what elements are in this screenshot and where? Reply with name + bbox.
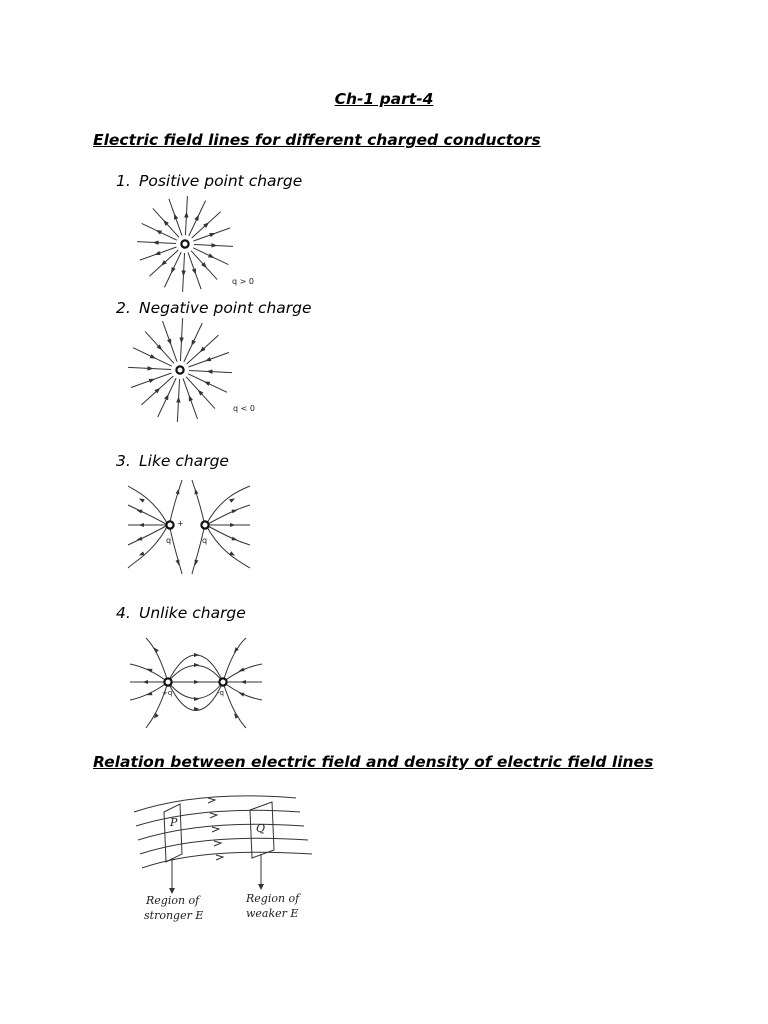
field-line-arrow [192, 268, 196, 274]
list-item-negative [116, 299, 312, 317]
field-line-arrow [179, 337, 183, 343]
like-charge-right-label: q [202, 536, 208, 545]
unlike-charge-left-label: +q [162, 689, 173, 697]
caption-weaker-line2: weaker E [246, 907, 299, 920]
field-line-arrow [232, 510, 238, 514]
field-line-arrow [194, 680, 200, 684]
field-line-arrow [189, 395, 193, 401]
list-label: Negative point charge [139, 299, 312, 317]
list-number: 2. [116, 299, 131, 317]
field-line-arrow [229, 498, 235, 502]
list-number: 1. [116, 172, 131, 190]
field-line-arrow [211, 243, 217, 247]
list-item-unlike [116, 604, 246, 622]
field-line-arrow [239, 693, 245, 697]
like-charge-plus: + [177, 519, 184, 528]
unlike-charge-figure [126, 636, 266, 730]
field-line-arrow [176, 560, 180, 566]
field-line-arrow [194, 653, 200, 657]
list-item-like [116, 452, 229, 470]
field-line-arrow [164, 394, 169, 400]
field-line-arrow [149, 379, 155, 383]
like-charge-left-dot [166, 521, 173, 528]
unlike-charge-positive-dot [164, 678, 171, 685]
field-line-arrow [171, 267, 176, 273]
section-heading-density: Relation between electric field and density of electric field lines [93, 753, 654, 771]
list-item-positive [116, 172, 302, 190]
positive-charge-figure [130, 196, 260, 292]
surface-q-label: Q [256, 822, 266, 835]
field-line-arrow [150, 354, 156, 359]
field-line-arrow [206, 369, 212, 373]
field-line-arrow [176, 489, 180, 495]
field-line-arrow [143, 680, 149, 684]
like-charge-left-label: q [166, 536, 172, 545]
field-line-arrow [194, 215, 199, 221]
surface-p-box [164, 804, 182, 862]
page-title: Ch-1 part-4 [334, 90, 434, 108]
unlike-charge-right-label: -q [217, 689, 224, 697]
field-line-arrow [184, 212, 188, 218]
like-charge-right-dot [201, 521, 208, 528]
field-line-arrow [139, 551, 145, 555]
field-line-arrow [139, 498, 145, 502]
field-line-arrow [156, 230, 162, 235]
caption-stronger-line2: stronger E [144, 909, 204, 922]
field-line-arrows [137, 489, 238, 566]
section-heading-field-lines: Electric field lines for different charged conductors [93, 131, 541, 149]
field-line-arrow [205, 357, 211, 361]
list-label: Like charge [139, 452, 229, 470]
positive-charge-dot [181, 240, 188, 247]
field-line-arrow [209, 233, 215, 237]
field-line-arrow [204, 381, 210, 386]
field-line-arrow [153, 240, 159, 244]
field-line-arrow [137, 537, 143, 541]
field-line-arrow [176, 396, 180, 402]
field-line-arrow [181, 270, 185, 276]
field-line-arrowheads [208, 798, 223, 860]
positive-charge-label: q > 0 [232, 277, 254, 286]
field-line-arrow [147, 366, 153, 370]
field-line-arrow [194, 663, 200, 667]
unlike-charge-negative-dot [219, 678, 226, 685]
field-line-arrow [174, 213, 178, 219]
field-line-arrow [232, 537, 238, 541]
field-line-arrow [194, 697, 200, 701]
list-number: 3. [116, 452, 131, 470]
caption-weaker-line1: Region of [246, 892, 300, 905]
negative-charge-dot [176, 366, 183, 373]
surface-p-label: P [170, 816, 178, 829]
negative-charge-figure [126, 322, 266, 426]
field-line-arrow [230, 523, 236, 527]
caption-stronger-line1: Region of [146, 894, 200, 907]
field-line-arrow [167, 339, 171, 345]
field-line-arrow [208, 253, 214, 258]
field-line-arrow [154, 251, 160, 255]
like-charge-figure [124, 478, 256, 578]
field-density-figure [128, 790, 318, 932]
list-label: Unlike charge [139, 604, 246, 622]
list-label: Positive point charge [139, 172, 303, 190]
field-line-arrow [241, 680, 247, 684]
field-line-arrow [191, 340, 196, 346]
field-lines-repelling [128, 480, 250, 574]
list-number: 4. [116, 604, 131, 622]
field-line-arrow [139, 523, 145, 527]
field-line-arrow [239, 667, 245, 671]
field-line-arrow [137, 510, 143, 514]
negative-charge-label: q < 0 [233, 404, 255, 413]
